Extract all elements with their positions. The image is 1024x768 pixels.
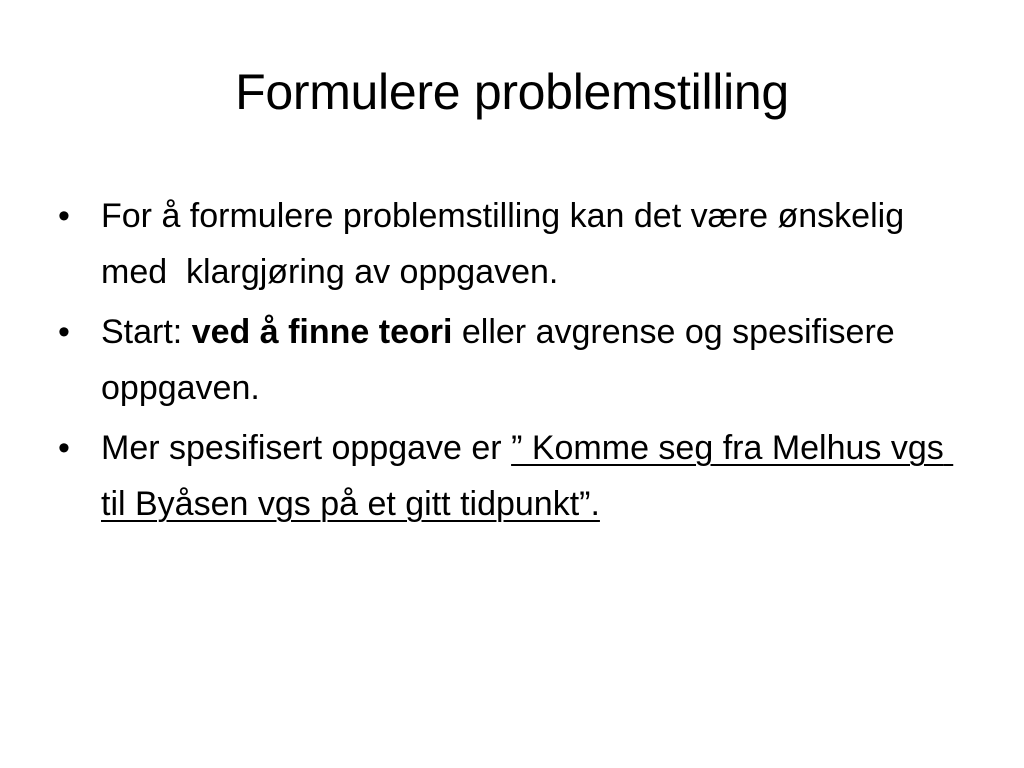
bullet-item bbox=[58, 420, 958, 532]
bullet-text bbox=[101, 429, 953, 523]
bullet-marker: • bbox=[58, 429, 70, 467]
bullet-text-part: Mer spesifisert oppgave er bbox=[101, 429, 512, 467]
bullet-text bbox=[101, 313, 904, 407]
slide-title: Formulere problemstilling bbox=[235, 64, 789, 120]
bold-phrase: ved å finne teori bbox=[191, 313, 453, 351]
bullet-text-part: Start: bbox=[101, 313, 192, 351]
bullet-text-part: For å formulere problemstilling kan det være ønskelig med klargjøring av oppgaven. bbox=[101, 197, 914, 291]
bullet-marker: • bbox=[58, 197, 70, 235]
bullet-text bbox=[101, 197, 914, 291]
underlined-phrase: ” Komme seg fra Melhus vgs til Byåsen vgs på et gitt tidpunkt”. bbox=[101, 429, 954, 523]
bullet-item bbox=[58, 188, 958, 300]
bullet-list bbox=[58, 188, 958, 536]
bullet-text-part: eller avgrense og spesifisere oppgaven. bbox=[101, 313, 905, 407]
bullet-item bbox=[58, 304, 958, 416]
bullet-marker: • bbox=[58, 313, 70, 351]
